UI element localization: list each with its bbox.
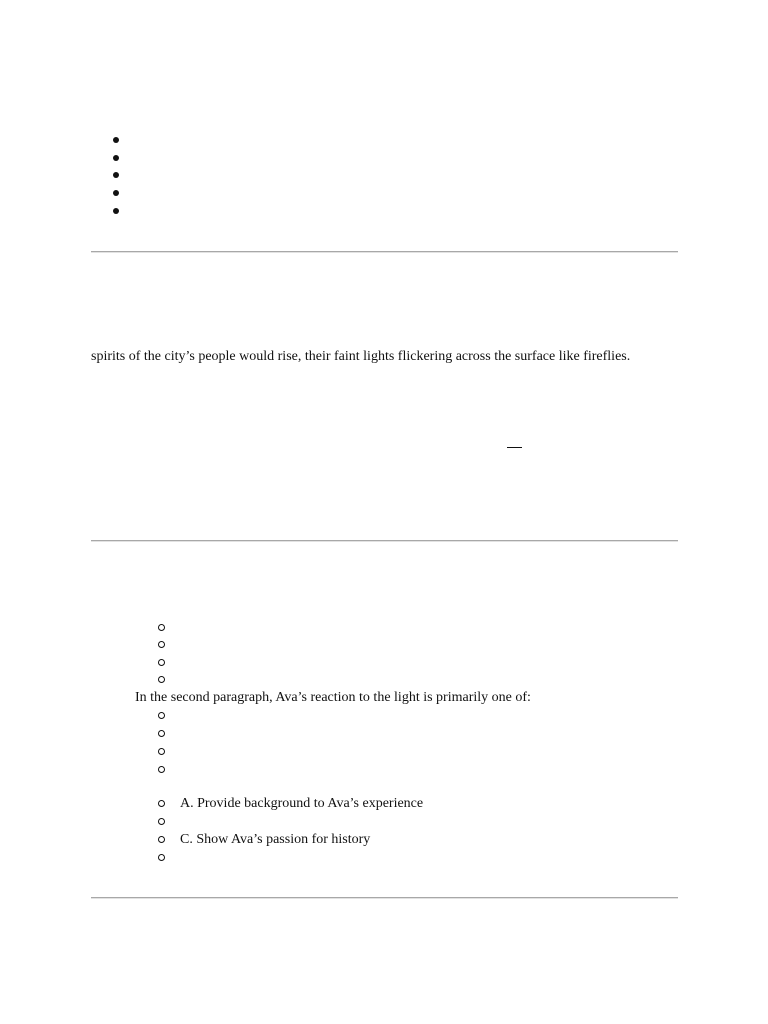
story-paragraph-line: spirits of the city’s people would rise, their faint lights flickering across the surface like fireflies.: [91, 349, 631, 364]
radio-circle-icon[interactable]: [158, 818, 165, 825]
radio-circle-icon[interactable]: [158, 624, 165, 631]
horizontal-divider: [91, 540, 678, 542]
radio-circle-icon[interactable]: [158, 641, 165, 648]
radio-circle-icon[interactable]: [158, 800, 165, 807]
bullet-icon: [113, 137, 119, 143]
radio-circle-icon[interactable]: [158, 748, 165, 755]
option-a-label[interactable]: A. Provide background to Ava’s experience: [180, 796, 424, 811]
em-dash-mark: [507, 447, 522, 448]
bullet-icon: [113, 172, 119, 178]
bullet-icon: [113, 208, 119, 214]
radio-circle-icon[interactable]: [158, 730, 165, 737]
bullet-icon: [113, 190, 119, 196]
option-c-label[interactable]: C. Show Ava’s passion for history: [180, 832, 371, 847]
horizontal-divider: [91, 897, 678, 899]
question-2-prompt: In the second paragraph, Ava’s reaction to the light is primarily one of:: [135, 690, 531, 705]
radio-circle-icon[interactable]: [158, 712, 165, 719]
horizontal-divider: [91, 251, 678, 253]
radio-circle-icon[interactable]: [158, 836, 165, 843]
radio-circle-icon[interactable]: [158, 659, 165, 666]
radio-circle-icon[interactable]: [158, 766, 165, 773]
radio-circle-icon[interactable]: [158, 676, 165, 683]
radio-circle-icon[interactable]: [158, 854, 165, 861]
bullet-icon: [113, 155, 119, 161]
